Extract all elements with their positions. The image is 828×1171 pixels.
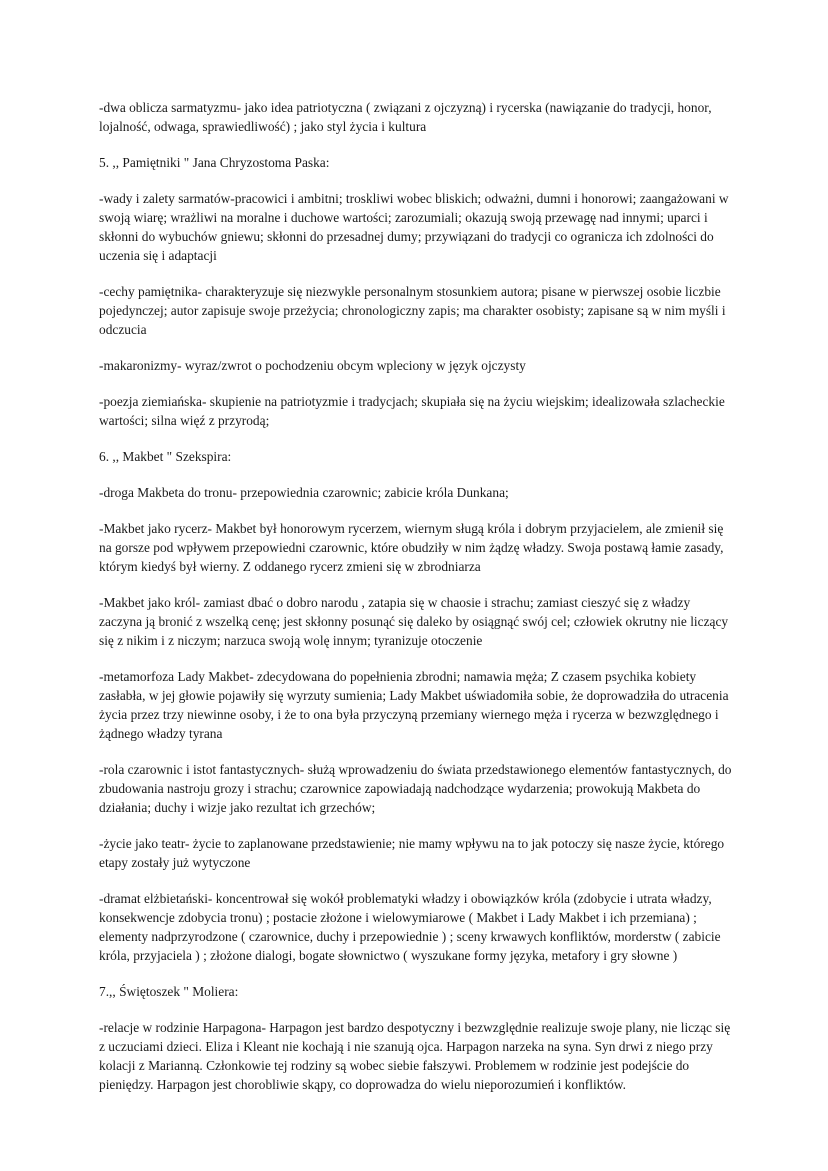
paragraph-lady-macbeth: -metamorfoza Lady Makbet- zdecydowana do popełnienia zbrodni; namawia męża; Z czasem psychika kobiety zasłabła, w jej głowie pojawiły się wyrzuty sumienia; Lady Makbet uświadomiła sobie, że doprowadziła do utracenia życia przez trzy niewinne osoby, i że to ona była przyczyną przemiany wiernego męża i rycerza w bezwzględnego i żądnego władzy tyrana — [99, 669, 729, 741]
paragraph-harpagon-family: -relacje w rodzinie Harpagona- Harpagon jest bardzo despotyczny i bezwzględnie realizuje swoje plany, nie licząc się z uczuciami dzieci. Eliza i Kleant nie kochają i nie szanują ojca. Harpagon narzeka na syna. Syn drwi z niego przy kolacji z Marianną. Członkowie tej rodziny są wobec siebie fałszywi. Problemem w rodzinie jest podejście do pieniędzy. Harpagon jest chorobliwie skąpy, co doprowadza do wielu nieporozumień i konfliktów. — [99, 1020, 731, 1092]
paragraph-landed-poetry: -poezja ziemiańska- skupienie na patriotyzmie i tradycjach; skupiała się na życiu wiejskim; idealizowała szlacheckie wartości; silna więź z przyrodą; — [99, 394, 725, 428]
paragraph-macbeth-knight: -Makbet jako rycerz- Makbet był honorowym rycerzem, wiernym sługą króla i dobrym przyjacielem, ale zmienił się na gorsze pod wpływem przepowiedni czarownic, które obudziły w nim żądzę władzy. Swoja postawą łamie zasady, którym kiedyś był wierny. Z oddanego rycerz zmieni się w zbrodniarza — [99, 521, 724, 574]
paragraph-macaronisms: -makaronizmy- wyraz/zwrot o pochodzeniu obcym wpleciony w język ojczysty — [99, 358, 526, 373]
paragraph-witches-role: -rola czarownic i istot fantastycznych- służą wprowadzeniu do świata przedstawionego elementów fantastycznych, do zbudowania nastroju grozy i strachu; czarownice zapowiadają nadchodzące wydarzenia; prowokują Makbeta do działania; duchy i wizje jako rezultat ich grzechów; — [99, 762, 732, 815]
paragraph-life-as-theatre: -życie jako teatr- życie to zaplanowane przedstawienie; nie mamy wpływu na to jak potoczy się nasze życie, którego etapy zostały już wytyczone — [99, 836, 725, 870]
paragraph-sarmatism-faces: -dwa oblicza sarmatyzmu- jako idea patriotyczna ( związani z ojczyzną) i rycerska (nawiązanie do tradycji, honor, lojalność, odwaga, sprawiedliwość) ; jako styl życia i kultura — [99, 100, 712, 134]
paragraph-elizabethan-drama: -dramat elżbietański- koncentrował się wokół problematyki władzy i obowiązków króla (zdobycie i utrata władzy, konsekwencje zdobycia tronu) ; postacie złożone i wielowymiarowe ( Makbet i Lady Makbet i ich przemiana) ; elementy nadprzyrodzone ( czarownice, duchy i przepowiednie ) ; sceny krwawych konfliktów, morderstw ( zabicie króla, przyjaciela ) ; złożone dialogi, bogate słownictwo ( wyszukane formy języka, metafory i gry słowne ) — [99, 891, 721, 963]
section-heading-pasek: 5. ,, Pamiętniki " Jana Chryzostoma Paska: — [99, 155, 330, 170]
section-heading-moliere: 7.,, Świętoszek " Moliera: — [99, 984, 239, 999]
paragraph-macbeth-king: -Makbet jako król- zamiast dbać o dobro narodu , zatapia się w chaosie i strachu; zamiast cieszyć się z władzy zaczyna ją bronić z wszelką cenę; jest skłonny posunąć się daleko by osiągnąć swój cel; człowiek okrutny nie liczący się z nikim i z niczym; narzuca swoją wolę innym; tyranizuje otoczenie — [99, 595, 729, 648]
paragraph-path-to-throne: -droga Makbeta do tronu- przepowiednia czarownic; zabicie króla Dunkana; — [99, 485, 509, 500]
section-heading-macbeth: 6. ,, Makbet " Szekspira: — [99, 449, 232, 464]
paragraph-sarmatians-traits: -wady i zalety sarmatów-pracowici i ambitni; troskliwi wobec bliskich; odważni, dumni i honorowi; zaangażowani w swoją wiarę; wrażliwi na moralne i duchowe wartości; zarozumiali; okazują swoją przewagę nad innymi; uparci i skłonni do wybuchów gniewu; skłonni do przesadnej dumy; przywiązani do tradycji co ogranicza ich zdolności do uczenia się i adaptacji — [99, 191, 729, 263]
paragraph-memoir-features: -cechy pamiętnika- charakteryzuje się niezwykle personalnym stosunkiem autora; pisane w pierwszej osobie liczbie pojedynczej; autor zapisuje swoje przeżycia; chronologiczny zapis; ma charakter osobisty; zapisane są w nim myśli i odczucia — [99, 284, 726, 337]
